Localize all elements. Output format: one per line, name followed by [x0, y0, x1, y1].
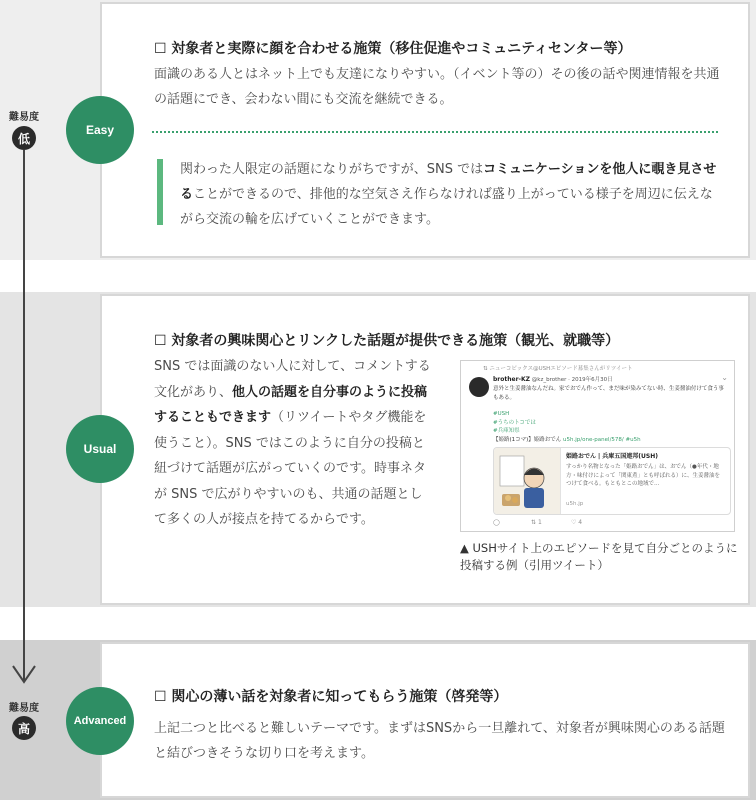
link-preview-card	[493, 447, 731, 515]
retweet-icon: ⇅ 1	[531, 519, 542, 526]
tweet-text: 意外と生姜醤油なんだね。家でおでん作って、まだ味が染みてない時、生姜醤油付けて食う事もある。	[493, 386, 724, 401]
easy-note-emphasis: コミュニケーションを他人に覗き見させる	[180, 162, 717, 202]
manga-illustration-icon	[494, 448, 560, 514]
chevron-down-icon	[11, 660, 37, 686]
advanced-body: 上記二つと比べると難しいテーマです。まずはSNSから一旦離れて、対象者が興味関心のある話題と結びつきそうな切り口を考えます。	[154, 721, 725, 761]
difficulty-label-high: 難易度	[9, 703, 39, 714]
chevron-down-icon: ⌄	[721, 373, 728, 382]
usual-body: SNS では面識のない人に対して、コメントする文化があり、他人の話題を自分事のように投稿することもできます（リツイートやタグ機能を使うこと）。SNS ではこのように自分の投稿と紐づけて話題が広がっていくのです。時事ネタが SNS で広がりやすいのも、共通の話題として多くの人が接点を持てるからです。	[154, 359, 431, 527]
tweet-hashtags: #USH #うちのトコでは #兵庫知県	[493, 411, 536, 434]
tweet-link: 【姫路(1コマ)】姫路おでん u5h.jp/one-panel/578/ #u5h	[493, 437, 641, 443]
usual-level-badge: Usual	[66, 415, 134, 483]
usual-body-emphasis: 他人の話題を自分事のように投稿することもできます	[154, 384, 428, 425]
easy-heading: ☐ 対象者と実際に顔を合わせる施策（移住促進やコミュニティセンター等）	[154, 41, 632, 57]
difficulty-label-low: 難易度	[9, 112, 39, 123]
tweet-user: brother-KZ @kz_brother · 2019年6月30日	[493, 376, 613, 383]
advanced-heading: ☐ 関心の薄い話を対象者に知ってもらう施策（啓発等）	[154, 689, 508, 705]
tweet-embed	[460, 360, 735, 532]
avatar	[469, 377, 489, 397]
card-title: 姫路おでん | 兵庫五国連邦(USH)	[566, 453, 659, 460]
advanced-level-badge: Advanced	[66, 687, 134, 755]
easy-note: 関わった人限定の話題になりがちですが、SNS ではコミュニケーションを他人に覗き見させることができるので、排他的な空気さえ作らなければ盛り上がっている様子を周辺に伝えながら交流の輪を広げていくことができます。	[180, 162, 717, 227]
retweet-line: ⇅ ニューコピックス@USHエピソード募集さんがリツイート	[483, 366, 633, 372]
usual-heading: ☐ 対象者の興味関心とリンクした話題が提供できる施策（観光、就職等）	[154, 333, 620, 349]
manga-thumbnail	[494, 448, 561, 514]
dotted-divider	[152, 131, 718, 133]
like-icon: ♡ 4	[571, 519, 583, 526]
reply-icon: ◯	[493, 519, 500, 526]
card-description: すっかり名物となった「姫路おでん」は、おでん（●年代・地方・味付けによって「関東煮」とも呼ばれる）に、生姜醤油をつけて食べる。もともとこの地域で…	[566, 464, 721, 487]
card-url: u5h.jp	[566, 501, 584, 507]
easy-body: 面識のある人とはネット上でも友達になりやすい。（イベント等の）その後の話や関連情報を共通の話題にでき、会わない間にも交流を継続できる。	[154, 67, 720, 107]
difficulty-low-badge: 低	[12, 126, 36, 150]
easy-level-badge: Easy	[66, 96, 134, 164]
difficulty-axis-line	[23, 150, 25, 680]
tweet-caption: ▲ USHサイト上のエピソードを見て自分ごとのように投稿する例（引用ツイート）	[460, 541, 738, 572]
note-accent-bar	[157, 159, 163, 225]
difficulty-high-badge: 高	[12, 716, 36, 740]
